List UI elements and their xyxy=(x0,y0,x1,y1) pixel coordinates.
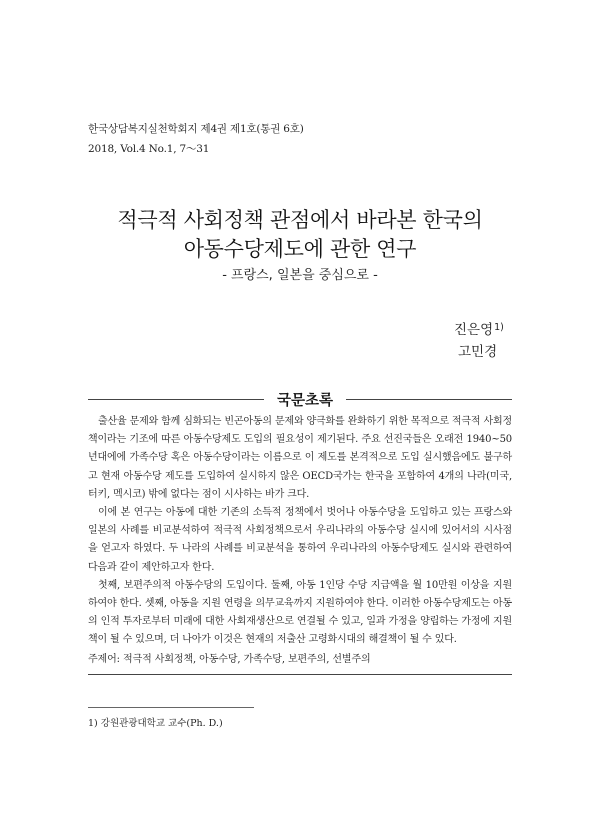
author-1-name: 진은영 xyxy=(454,322,494,338)
abstract-paragraph: 출산율 문제와 함께 심화되는 빈곤아동의 문제와 양극화를 완화하기 위한 목적으로 적극적 사회정책이라는 기조에 따른 아동수당제도 도입의 필요성이 제기된다. 주요 선진국들은 오래전 1940~50년대에에 가족수당 혹은 아동수당이라는 이름으로 이 제도를 본격적으로 도입 실시했음에도 불구하고 현재 아동수당 제도를 도입하여 실시하지 않은 OECD국가는 한국을 포함하여 4개의 나라(미국, 터키, 멕시코) 밖에 없다는 점이 시사하는 바가 크다. xyxy=(88,416,512,500)
abstract-rule-right xyxy=(346,399,512,400)
author-name xyxy=(454,318,504,338)
abstract-paragraph: 이에 본 연구는 아동에 대한 기존의 소득적 정책에서 벗어나 아동수당을 도입하고 있는 프랑스와 일본의 사례를 비교분석하여 적극적 사회정책으로서 우리나라의 아동수당 실시에 있어서의 시사점을 얻고자 하였다. 두 나라의 사례를 비교분석을 통하여 우리나라의 아동수당제도 실시와 관련하여 다음과 같이 제안하고자 한다. xyxy=(88,507,513,573)
journal-volume: 2018, Vol.4 No.1, 7～31 xyxy=(88,143,210,155)
paper-subtitle: - 프랑스, 일본을 중심으로 - xyxy=(222,268,378,283)
paper-title-line2: 아동수당제도에 관한 연구 xyxy=(183,237,417,261)
abstract-body xyxy=(88,413,512,650)
journal-citation: 한국상담복지실천학회지 제4권 제1호(통권 6호) xyxy=(88,123,304,135)
abstract-paragraph: 첫째, 보편주의적 아동수당의 도입이다. 둘째, 아동 1인당 수당 지급액을 월 10만원 이상을 지원하여야 한다. 셋째, 아동을 지원 연령을 의무교육까지 지원하여야 한다. 이러한 아동수당제도는 아동의 인적 투자로부터 미래에 대한 사회재생산으로 연결될 수 있고, 일과 가정을 양립하는 가정에 지원책이 될 수 있으며, 더 나아가 이것은 현재의 저출산 고령화시대의 해결책이 될 수 있다. xyxy=(88,579,512,646)
footnote: 1) 강원관광대학교 교수(Ph. D.) xyxy=(88,718,223,729)
keywords: 주제어: 적극적 사회정책, 아동수당, 가족수당, 보편주의, 선별주의 xyxy=(88,654,371,665)
abstract-bottom-rule xyxy=(88,674,512,675)
coauthor-name: 고민경 xyxy=(458,344,498,360)
footnote-separator xyxy=(88,707,254,708)
author-footnote-marker: 1) xyxy=(494,322,504,333)
abstract-heading: 국문초록 xyxy=(276,393,334,409)
abstract-rule-left xyxy=(88,399,264,400)
paper-title-line1: 적극적 사회정책 관점에서 바라본 한국의 xyxy=(117,208,483,232)
